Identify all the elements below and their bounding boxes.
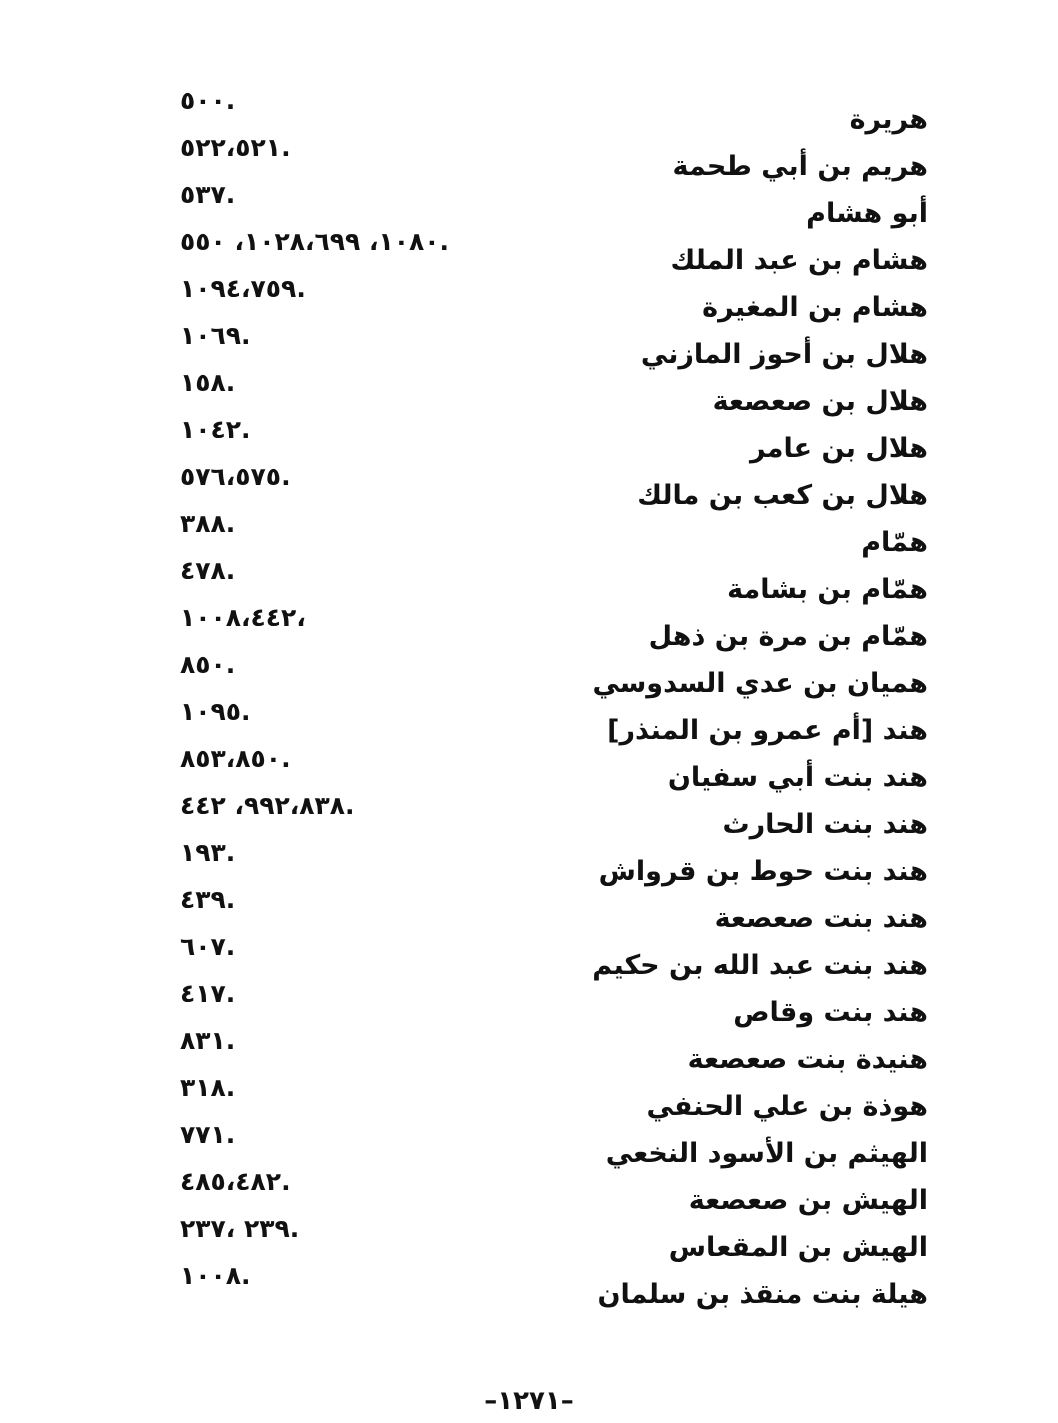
entry-pages: ،١٠٠٨،٤٤٢ — [180, 603, 306, 632]
entry-name: هلال بن كعب بن مالك — [637, 480, 928, 511]
entry-pages: .٥٧٦،٥٧٥ — [180, 462, 291, 491]
index-entry — [150, 979, 940, 1033]
index-entry — [150, 650, 940, 704]
entry-name: هريم بن أبي طحمة — [672, 151, 928, 182]
entry-name: هشام بن عبد الملك — [670, 245, 928, 276]
entry-pages: .٣٨٨ — [180, 509, 236, 538]
entry-name: همّام — [861, 527, 928, 558]
entry-pages: .١٠٦٩ — [180, 321, 251, 350]
entry-pages: .١٥٨ — [180, 368, 236, 397]
entry-name: هنيدة بنت صعصعة — [687, 1044, 928, 1075]
entry-pages: .١٠٩٤،٧٥٩ — [180, 274, 306, 303]
entry-pages: .٤١٧ — [180, 979, 236, 1008]
index-entry — [150, 133, 940, 187]
entry-name: همّام بن بشامة — [727, 574, 928, 605]
entry-pages: .٤٧٨ — [180, 556, 236, 585]
entry-pages: .١٠٠٨ — [180, 1261, 251, 1290]
entry-pages: .٥٣٧ — [180, 180, 236, 209]
entry-pages: .٤٨٥،٤٨٢ — [180, 1167, 291, 1196]
index-entry — [150, 1026, 940, 1080]
entry-name: هند بنت حوط بن قرواش — [598, 856, 928, 887]
index-entry — [150, 932, 940, 986]
entry-name: هلال بن صعصعة — [712, 386, 928, 417]
entry-pages: .٥٢٢،٥٢١ — [180, 133, 291, 162]
entry-name: هند بنت عبد الله بن حكيم — [592, 950, 928, 981]
entry-name: هوذة بن علي الحنفي — [646, 1091, 928, 1122]
index-entry — [150, 885, 940, 939]
entry-pages: .٥٠٠ — [180, 86, 236, 115]
index-entry — [150, 838, 940, 892]
entry-name: هميان بن عدي السدوسي — [592, 668, 928, 699]
entry-name: هشام بن المغيرة — [702, 292, 928, 323]
entry-name: هند [أم عمرو بن المنذر] — [607, 715, 928, 746]
page-number: –١٢٧١– — [484, 1386, 574, 1416]
index-entry — [150, 368, 940, 422]
entry-name: هند بنت وقاص — [733, 997, 928, 1028]
entry-name: هند بنت الحارث — [722, 809, 928, 840]
entry-pages: .٨٥٣،٨٥٠ — [180, 744, 291, 773]
index-entry — [150, 1073, 940, 1127]
index-entry — [150, 509, 940, 563]
entry-name: همّام بن مرة بن ذهل — [648, 621, 928, 652]
entry-name: هيلة بنت منقذ بن سلمان — [597, 1279, 928, 1310]
index-entry — [150, 462, 940, 516]
entry-name: هلال بن عامر — [750, 433, 928, 464]
entry-name: الهيش بن صعصعة — [688, 1185, 928, 1216]
index-entry — [150, 1214, 940, 1268]
entry-name: أبو هشام — [806, 198, 928, 229]
index-entry — [150, 274, 940, 328]
index-entry — [150, 321, 940, 375]
entry-name: هند بنت أبي سفيان — [667, 762, 928, 793]
index-list — [150, 86, 940, 1342]
entry-name: هند بنت صعصعة — [714, 903, 928, 934]
entry-pages: .٨٣١ — [180, 1026, 236, 1055]
entry-pages: .٣١٨ — [180, 1073, 236, 1102]
entry-pages: .١٠٩٥ — [180, 697, 251, 726]
index-entry — [150, 791, 940, 845]
entry-pages: .٧٧١ — [180, 1120, 236, 1149]
entry-pages: .٤٣٩ — [180, 885, 236, 914]
index-entry — [150, 1261, 940, 1315]
entry-name: هريرة — [849, 104, 928, 135]
entry-pages: .٦٠٧ — [180, 932, 236, 961]
entry-pages: .٢٣٩ ،٢٣٧ — [180, 1214, 300, 1243]
entry-name: هلال بن أحوز المازني — [640, 339, 928, 370]
entry-pages: .١٠٤٢ — [180, 415, 251, 444]
entry-name: الهيش بن المقعاس — [668, 1232, 928, 1263]
entry-pages: .٩٩٢،٨٣٨، ٤٤٢ — [180, 791, 355, 820]
entry-pages: .٨٥٠ — [180, 650, 236, 679]
index-entry — [150, 603, 940, 657]
entry-pages: .١٠٨٠، ١٠٢٨،٦٩٩، ٥٥٠ — [180, 227, 450, 256]
entry-name: الهيثم بن الأسود النخعي — [605, 1138, 928, 1169]
entry-pages: .١٩٣ — [180, 838, 236, 867]
